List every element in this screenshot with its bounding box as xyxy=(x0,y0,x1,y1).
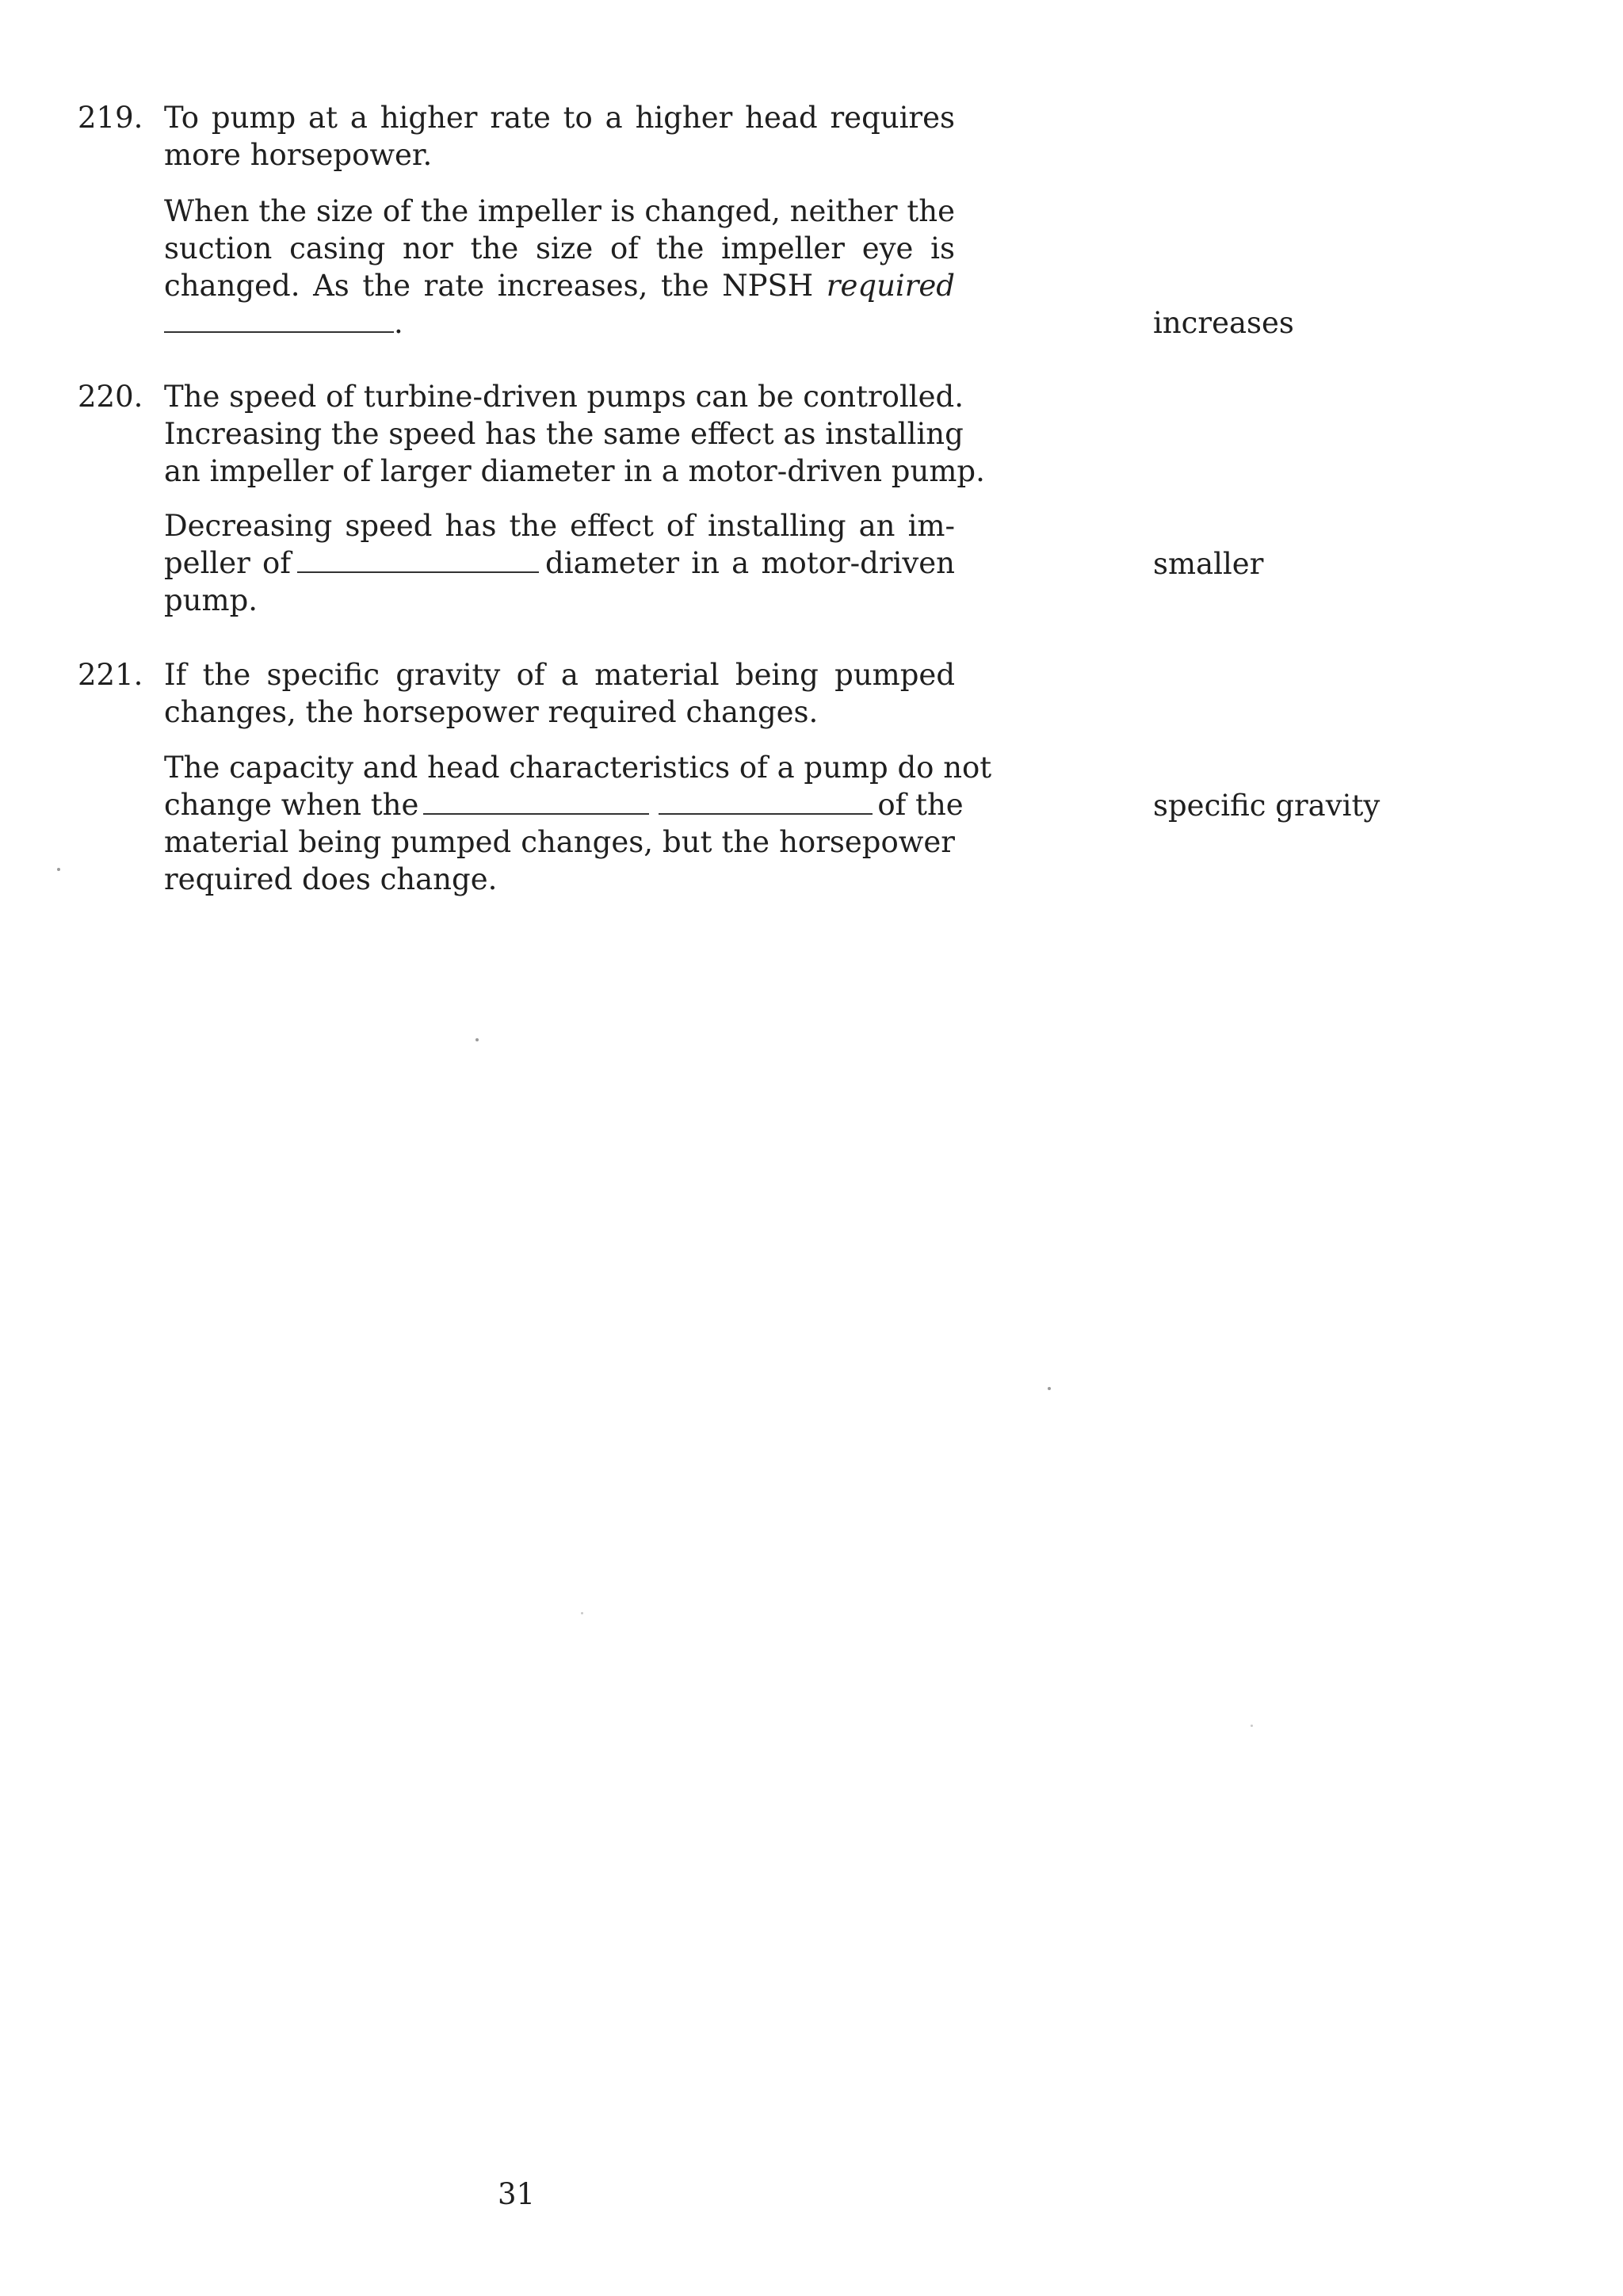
frame-question xyxy=(164,507,955,619)
question-line-text: of the xyxy=(877,788,964,822)
scan-speck xyxy=(57,868,60,871)
answer-text: smaller xyxy=(1153,547,1264,581)
question-line xyxy=(164,544,955,582)
scan-speck xyxy=(475,1038,479,1041)
statement-line: changes, the horsepower required changes. xyxy=(164,695,819,729)
page-number: 31 xyxy=(498,2177,536,2211)
frame-statement xyxy=(164,99,955,174)
frame-statement xyxy=(164,656,955,731)
question-line xyxy=(164,786,964,823)
question-line: Decreasing speed has the effect of installing an im- xyxy=(164,509,955,543)
frame-number: 220. xyxy=(78,380,143,414)
answer-blank[interactable] xyxy=(164,308,394,333)
question-line-text: diameter in a motor-driven xyxy=(545,546,955,580)
statement-line: an impeller of larger diameter in a motor-driven pump. xyxy=(164,454,985,488)
scan-speck xyxy=(581,1612,583,1614)
frame-number: 221. xyxy=(78,658,143,692)
question-line xyxy=(164,304,955,342)
question-line-text: changed. As the rate increases, the NPSH xyxy=(164,269,827,303)
statement-line: To pump at a higher rate to a higher head requires xyxy=(164,101,955,135)
answer-blank[interactable] xyxy=(659,789,873,815)
question-line: required does change. xyxy=(164,862,498,896)
question-line: suction casing nor the size of the impeller eye is xyxy=(164,231,955,266)
scan-speck xyxy=(1251,1725,1253,1727)
frame-number: 219. xyxy=(78,101,143,135)
question-line: When the size of the impeller is changed, neither the xyxy=(164,194,955,228)
answer-text: increases xyxy=(1153,306,1294,340)
frame-question xyxy=(164,193,955,342)
scan-speck xyxy=(1048,1387,1051,1390)
frame-statement xyxy=(164,378,985,490)
statement-line: Increasing the speed has the same effect as installing xyxy=(164,417,964,451)
question-line: The capacity and head characteristics of a pump do not xyxy=(164,751,992,785)
question-line-text: . xyxy=(394,306,403,340)
question-line-text: peller of xyxy=(164,546,292,580)
italic-word: required xyxy=(826,269,955,303)
statement-line: If the specific gravity of a material being pumped xyxy=(164,658,955,692)
statement-line: more horsepower. xyxy=(164,138,433,172)
question-line: material being pumped changes, but the horsepower xyxy=(164,825,955,859)
answer-blank[interactable] xyxy=(423,789,649,815)
question-line xyxy=(164,267,955,304)
answer-blank[interactable] xyxy=(297,548,539,573)
frame-question xyxy=(164,749,992,898)
answer-text: specific gravity xyxy=(1153,789,1381,823)
statement-line: The speed of turbine-driven pumps can be controlled. xyxy=(164,380,964,414)
question-line: pump. xyxy=(164,583,258,617)
question-line-text: change when the xyxy=(164,788,419,822)
